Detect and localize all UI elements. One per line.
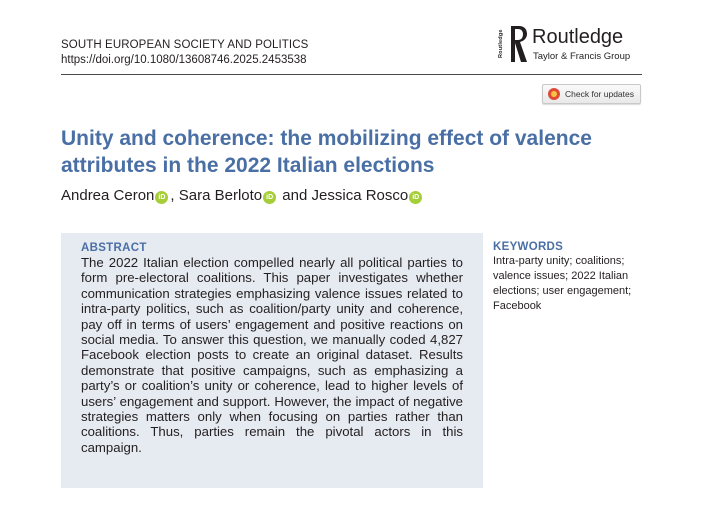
orcid-icon[interactable]: iD	[409, 191, 422, 204]
publisher-vertical-text: Routledge	[498, 29, 504, 59]
author-name[interactable]: Jessica Rosco	[311, 187, 409, 204]
article-title: Unity and coherence: the mobilizing effect of valence attributes in the 2022 Italian elections	[61, 127, 592, 177]
orcid-icon[interactable]: iD	[155, 191, 168, 204]
check-for-updates-label: Check for updates	[565, 89, 634, 99]
author-separator: ,	[170, 187, 179, 204]
header-divider	[61, 74, 642, 75]
keywords-text: Intra-party unity; coalitions; valence issues; 2022 Italian elections; user engagement; Facebook	[493, 255, 632, 312]
keywords-section	[493, 240, 653, 314]
author-list	[61, 187, 424, 204]
publisher-subtitle: Taylor & Francis Group	[533, 51, 631, 62]
abstract-box	[61, 233, 483, 488]
author-separator: and	[278, 187, 312, 204]
crossmark-icon	[548, 88, 560, 100]
abstract-text: The 2022 Italian election compelled nearly all political parties to form pre-electoral coalitions. This paper investigates whether communication strategies emphasizing valence issues related to intra-party politics, such as coalition/party unity and coherence, pay off in terms of users’ engagement and positive reactions on social media. To answer this question, we manually coded 4,827 Facebook election posts to create an original dataset. Results demonstrate that positive campaigns, such as emphasizing a party’s or coalition’s unity or coherence, lead to higher levels of users’ engagement and support. However, the impact of negative strategies matters only when focusing on parties rather than coalitions. Thus, parties remain the pivotal actors in this campaign.	[81, 255, 463, 455]
author-name[interactable]: Sara Berloto	[178, 187, 263, 204]
routledge-r-icon	[508, 24, 530, 64]
publisher-name: Routledge	[532, 26, 624, 48]
doi-link[interactable]: https://doi.org/10.1080/13608746.2025.2453538	[61, 54, 307, 66]
orcid-icon[interactable]: iD	[263, 191, 276, 204]
check-for-updates-button[interactable]	[542, 84, 641, 104]
journal-name: SOUTH EUROPEAN SOCIETY AND POLITICS	[61, 39, 309, 51]
keywords-heading: KEYWORDS	[493, 241, 564, 253]
author-name[interactable]: Andrea Ceron	[61, 187, 155, 204]
journal-header	[61, 38, 308, 68]
abstract-heading: ABSTRACT	[81, 242, 147, 254]
